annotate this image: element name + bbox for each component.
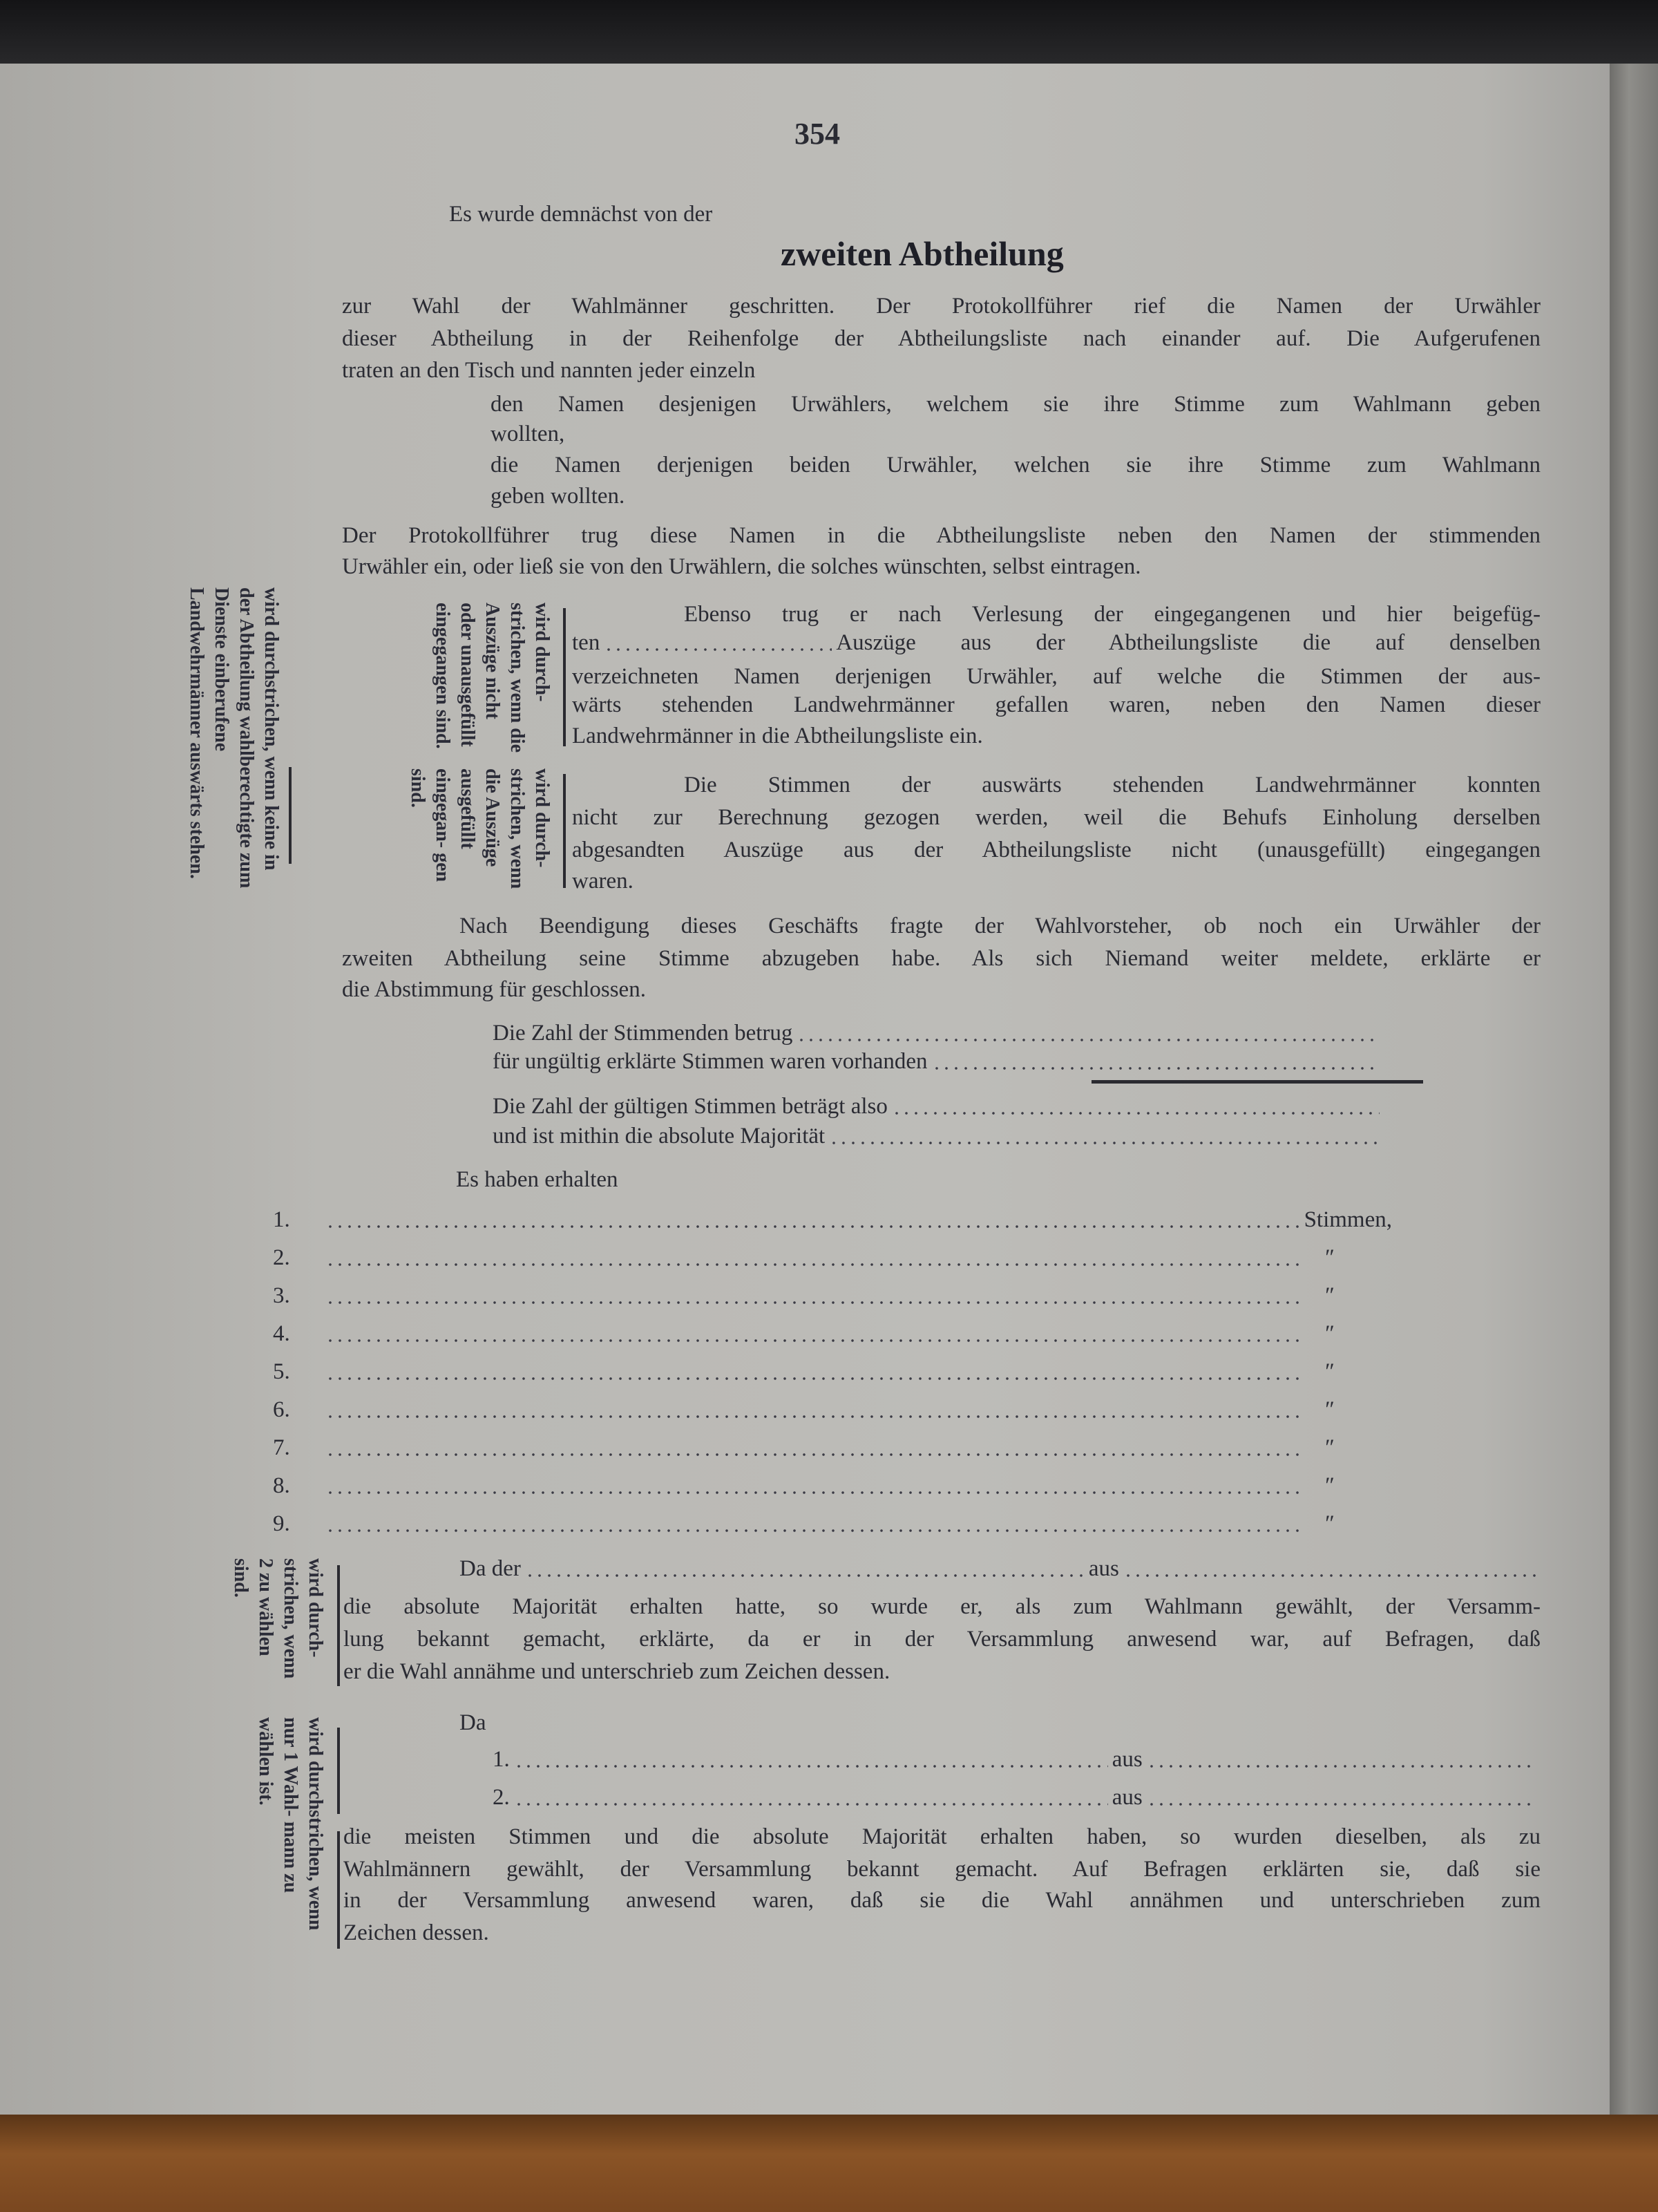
bracket-line [563,608,566,746]
margin-note-received: wird durch- strichen, wenn die Auszüge ausgefüllt eingegan- gen sind. [407,768,553,889]
para3-line: verzeichneten Namen derjenigen Urwähler, auf welche die Stimmen der aus- [572,664,1541,689]
result-number: 7. [273,1435,290,1460]
item-number: 1. [493,1747,510,1772]
result-row [273,1471,1351,1501]
elected-name-blank[interactable] [514,1803,1108,1806]
result-unit: ″ [1325,1321,1335,1346]
margin-note-no-landwehr: wird durchstrichen, wenn keine in der Abtheilung wahlberechtigte zum Dienste einberufene Landwehrmänner auswärts stehen. [186,587,282,889]
para4-line: abgesandten Auszüge aus der Abtheilungsliste nicht (unausgefüllt) eingegangen [572,838,1541,862]
para3-leader-line [572,627,1541,658]
margin-note-one-to-elect: wird durchstrichen, wenn nur 1 Wahl- mann zu wählen ist. [255,1717,326,1931]
intro-line: Es wurde demnächst von der [449,202,713,227]
blank-field[interactable] [604,648,832,651]
para2-line: Urwähler ein, oder ließ sie von den Urwählern, die solches wünschten, selbst eintragen. [342,554,1141,579]
table-surface [0,2115,1658,2212]
candidate-blank[interactable] [325,1339,1305,1342]
aus-label: aus [1112,1747,1143,1772]
result-unit: ″ [1325,1435,1335,1460]
margin-note-two-to-elect: wird durch- strichen, wenn 2 zu wählen sind. [230,1558,326,1679]
da-der-label: Da der [459,1556,521,1581]
para1-line: dieser Abtheilung in der Reihenfolge der Abtheilungsliste nach einander auf. Die Aufgerufenen [342,326,1541,351]
single-line: er die Wahl annähme und unterschrieb zum Zeichen dessen. [343,1659,890,1684]
result-unit: ″ [1325,1283,1335,1308]
para3-text: Auszüge aus der Abtheilungsliste die auf denselben [836,630,1541,655]
para5-line: die Abstimmung für geschlossen. [342,977,646,1002]
elected-place-blank[interactable] [1147,1803,1536,1806]
total-voters-blank[interactable] [797,1039,1380,1041]
elected-place-blank[interactable] [1147,1765,1536,1768]
result-number: 8. [273,1473,290,1498]
para4-line: Die Stimmen der auswärts stehenden Landwehrmänner konnten [684,773,1541,797]
candidate-blank[interactable] [325,1263,1305,1266]
result-unit: ″ [1325,1397,1335,1422]
para1-line: zur Wahl der Wahlmänner geschritten. Der Protokollführer rief die Namen der Urwähler [342,294,1541,319]
result-row [273,1280,1351,1311]
aus-label: aus [1088,1556,1119,1581]
result-row [273,1242,1351,1273]
result-number: 3. [273,1283,290,1308]
da-label: Da [459,1710,486,1735]
indent2-line: geben wollten. [490,484,625,509]
elected-name-blank[interactable] [514,1765,1108,1768]
candidate-blank[interactable] [325,1301,1305,1304]
double-elected-item [493,1782,1541,1813]
bracket-line [337,1565,340,1686]
double-elected-item [493,1744,1541,1775]
para1-line: traten an den Tisch und nannten jeder einzeln [342,358,756,383]
majority-blank[interactable] [829,1142,1380,1144]
result-row [273,1395,1351,1425]
margin-note-not-received: wird durch- strichen, wenn die Auszüge nicht oder unausgefüllt eingegangen sind. [432,603,553,753]
bracket-line [289,767,292,864]
result-unit: ″ [1325,1359,1335,1384]
result-unit: ″ [1325,1245,1335,1270]
candidate-blank[interactable] [325,1453,1305,1456]
bracket-line [337,1728,340,1814]
double-line: Wahlmännern gewählt, der Versammlung bekannt gemacht. Auf Befragen erklärten sie, daß sie [343,1857,1541,1882]
result-unit: ″ [1325,1511,1335,1536]
indent2-line: die Namen derjenigen beiden Urwähler, welchen sie ihre Stimme zum Wahlmann [490,453,1541,478]
candidate-blank[interactable] [325,1529,1305,1532]
invalid-votes-label: für ungültig erklärte Stimmen waren vorhanden [493,1049,928,1074]
result-number: 2. [273,1245,290,1270]
double-line: in der Versammlung anwesend waren, daß sie die Wahl annähmen und unterschrieben zum [343,1888,1541,1913]
result-row [273,1356,1351,1387]
para2-line: Der Protokollführer trug diese Namen in die Abtheilungsliste neben den Namen der stimmenden [342,523,1541,548]
result-row [273,1509,1351,1539]
majority-field [493,1121,1384,1151]
single-elected-field [459,1553,1541,1584]
candidate-blank[interactable] [325,1491,1305,1494]
result-row [273,1204,1392,1235]
scanner-background-top [0,0,1658,69]
candidate-blank[interactable] [325,1225,1300,1228]
result-number: 1. [273,1207,290,1232]
page-number: 354 [794,117,840,151]
section-heading: zweiten Abtheilung [781,234,1064,273]
para3-line: Ebenso trug er nach Verlesung der eingegangenen und hier beigefüg- [684,602,1541,627]
elected-name-blank[interactable] [525,1574,1085,1577]
item-number: 2. [493,1785,510,1810]
double-line: die meisten Stimmen und die absolute Majorität erhalten haben, so wurden dieselben, als zu [343,1824,1541,1849]
result-number: 5. [273,1359,290,1384]
aus-label: aus [1112,1785,1143,1810]
invalid-votes-blank[interactable] [932,1067,1380,1070]
single-line: die absolute Majorität erhalten hatte, so wurde er, als zum Wahlmann gewählt, der Versamm- [343,1594,1541,1619]
para5-line: Nach Beendigung dieses Geschäfts fragte der Wahlvorsteher, ob noch ein Urwähler der [459,914,1541,938]
result-unit: Stimmen, [1304,1207,1392,1232]
received-label: Es haben erhalten [456,1167,618,1192]
candidate-blank[interactable] [325,1377,1305,1380]
sum-rule [1092,1080,1423,1084]
indent1-line: den Namen desjenigen Urwählers, welchem sie ihre Stimme zum Wahlmann geben [490,392,1541,417]
valid-votes-label: Die Zahl der gültigen Stimmen beträgt also [493,1094,888,1119]
para4-line: nicht zur Berechnung gezogen werden, weil die Behufs Einholung derselben [572,805,1541,830]
para3-line: wärts stehenden Landwehrmänner gefallen waren, neben den Namen dieser [572,692,1541,717]
para4-line: waren. [572,869,633,894]
result-row [273,1318,1351,1349]
result-number: 9. [273,1511,290,1536]
indent1-line: wollten, [490,422,565,446]
result-row [273,1433,1351,1463]
facing-page-edge [1610,64,1658,2119]
total-voters-field [493,1018,1384,1048]
para5-line: zweiten Abtheilung seine Stimme abzugeben habe. Als sich Niemand weiter meldete, erklärte er [342,946,1541,971]
valid-votes-blank[interactable] [892,1112,1380,1115]
valid-votes-field [493,1091,1384,1122]
candidate-blank[interactable] [325,1415,1305,1418]
para3-text: ten [572,630,600,655]
bracket-line [563,774,566,888]
invalid-votes-field [493,1046,1384,1077]
result-number: 4. [273,1321,290,1346]
total-voters-label: Die Zahl der Stimmenden betrug [493,1021,793,1046]
double-line: Zeichen dessen. [343,1920,489,1945]
para3-line: Landwehrmänner in die Abtheilungsliste ein. [572,724,983,748]
elected-place-blank[interactable] [1123,1574,1536,1577]
result-number: 6. [273,1397,290,1422]
bracket-line [337,1831,340,1949]
single-line: lung bekannt gemacht, erklärte, da er in der Versammlung anwesend war, auf Befragen, daß [343,1627,1541,1652]
majority-label: und ist mithin die absolute Majorität [493,1124,826,1148]
result-unit: ″ [1325,1473,1335,1498]
